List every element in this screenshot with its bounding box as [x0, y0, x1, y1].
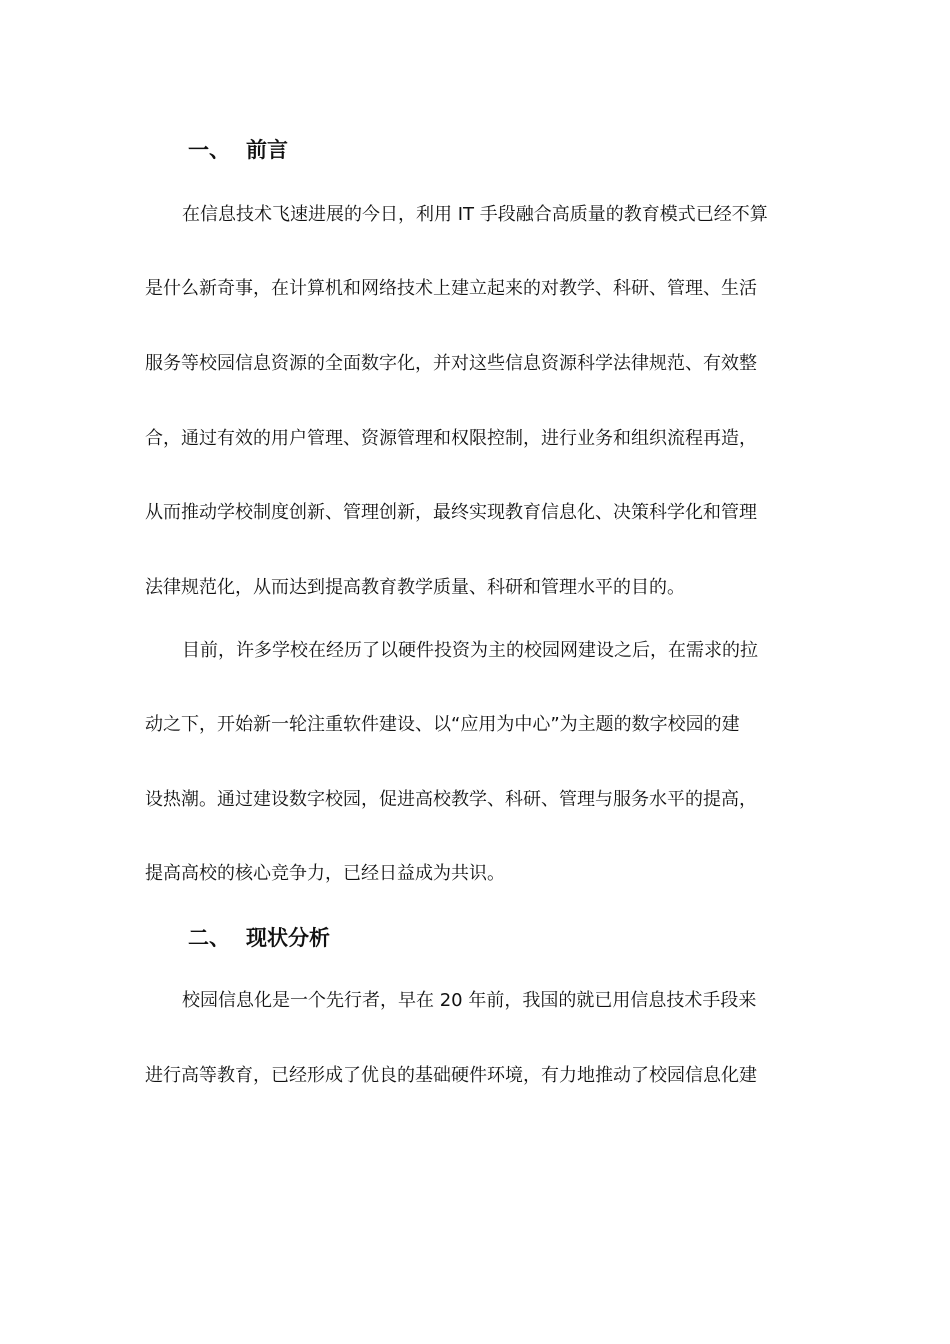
paragraph-line: 从而推动学校制度创新、管理创新，最终实现教育信息化、决策科学化和管理	[145, 502, 757, 523]
paragraph-line: 进行高等教育，已经形成了优良的基础硬件环境，有力地推动了校园信息化建	[145, 1065, 757, 1086]
paragraph-line: 法律规范化，从而达到提高教育教学质量、科研和管理水平的目的。	[145, 577, 685, 598]
paragraph-line: 设热潮。通过建设数字校园，促进高校教学、科研、管理与服务水平的提高，	[145, 789, 757, 810]
section-heading-preface	[188, 136, 288, 164]
section-number: 二、	[188, 926, 230, 950]
section-heading-status-analysis	[188, 924, 330, 952]
paragraph-line: 服务等校园信息资源的全面数字化，并对这些信息资源科学法律规范、有效整	[145, 353, 757, 374]
paragraph-line: 校园信息化是一个先行者，早在 20 年前，我国的就已用信息技术手段来	[182, 990, 757, 1011]
section-number: 一、	[188, 138, 230, 162]
section-title: 前言	[246, 138, 288, 162]
paragraph-line: 合，通过有效的用户管理、资源管理和权限控制，进行业务和组织流程再造，	[145, 428, 757, 449]
paragraph-line: 动之下，开始新一轮注重软件建设、以“应用为中心”为主题的数字校园的建	[145, 714, 740, 735]
section-title: 现状分析	[246, 926, 330, 950]
paragraph-line: 提高高校的核心竞争力，已经日益成为共识。	[145, 863, 505, 884]
paragraph-line: 是什么新奇事，在计算机和网络技术上建立起来的对教学、科研、管理、生活	[145, 278, 757, 299]
paragraph-line: 在信息技术飞速进展的今日，利用 IT 手段融合高质量的教育模式已经不算	[182, 204, 768, 225]
paragraph-line: 目前，许多学校在经历了以硬件投资为主的校园网建设之后，在需求的拉	[182, 640, 758, 661]
